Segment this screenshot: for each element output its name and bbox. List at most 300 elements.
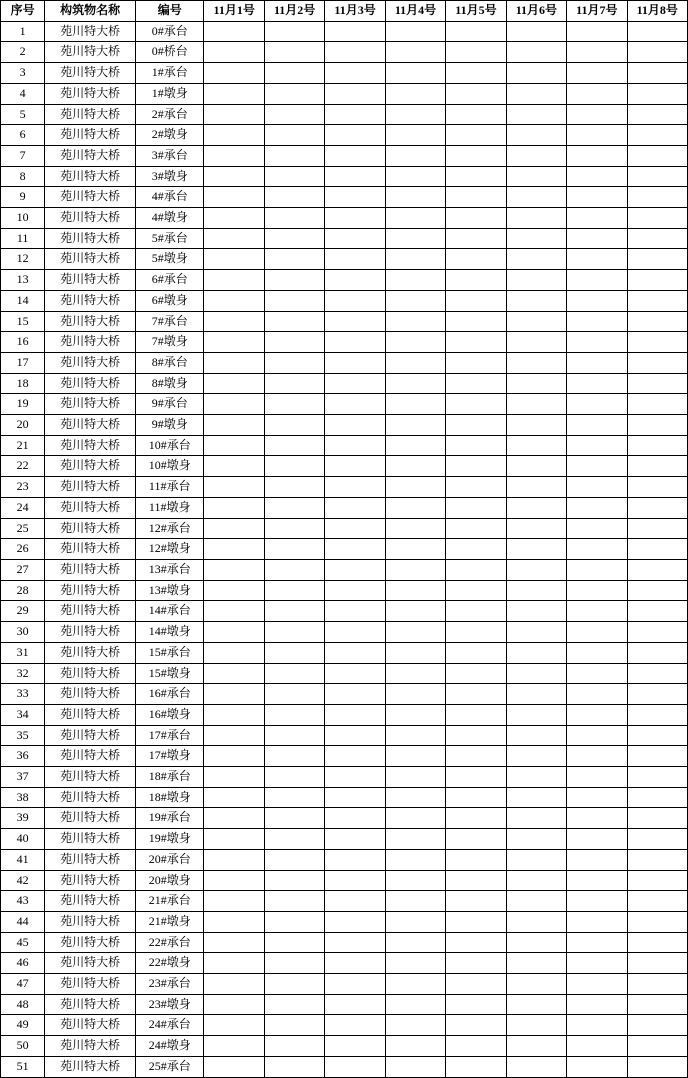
cell-seq[interactable]: 51 <box>1 1056 45 1077</box>
cell-date-4[interactable] <box>385 228 445 249</box>
cell-date-1[interactable] <box>204 83 264 104</box>
cell-code[interactable]: 11#承台 <box>135 477 203 498</box>
cell-date-5[interactable] <box>446 1056 506 1077</box>
cell-date-7[interactable] <box>567 145 627 166</box>
cell-date-5[interactable] <box>446 704 506 725</box>
cell-seq[interactable]: 35 <box>1 725 45 746</box>
cell-date-5[interactable] <box>446 394 506 415</box>
cell-date-2[interactable] <box>264 746 324 767</box>
cell-structure-name[interactable]: 苑川特大桥 <box>45 166 136 187</box>
cell-date-5[interactable] <box>446 415 506 436</box>
cell-date-5[interactable] <box>446 891 506 912</box>
cell-structure-name[interactable]: 苑川特大桥 <box>45 1056 136 1077</box>
cell-code[interactable]: 16#墩身 <box>135 704 203 725</box>
cell-date-5[interactable] <box>446 42 506 63</box>
cell-date-6[interactable] <box>506 311 566 332</box>
cell-code[interactable]: 5#承台 <box>135 228 203 249</box>
cell-date-3[interactable] <box>325 456 385 477</box>
cell-date-6[interactable] <box>506 456 566 477</box>
cell-date-6[interactable] <box>506 808 566 829</box>
cell-date-8[interactable] <box>627 249 687 270</box>
cell-date-8[interactable] <box>627 642 687 663</box>
cell-structure-name[interactable]: 苑川特大桥 <box>45 704 136 725</box>
cell-code[interactable]: 6#墩身 <box>135 290 203 311</box>
cell-date-5[interactable] <box>446 332 506 353</box>
cell-date-1[interactable] <box>204 539 264 560</box>
cell-structure-name[interactable]: 苑川特大桥 <box>45 332 136 353</box>
cell-date-1[interactable] <box>204 456 264 477</box>
cell-date-6[interactable] <box>506 497 566 518</box>
cell-date-8[interactable] <box>627 270 687 291</box>
cell-date-8[interactable] <box>627 394 687 415</box>
cell-date-5[interactable] <box>446 63 506 84</box>
cell-date-5[interactable] <box>446 228 506 249</box>
cell-date-6[interactable] <box>506 415 566 436</box>
cell-date-4[interactable] <box>385 725 445 746</box>
cell-date-7[interactable] <box>567 1036 627 1057</box>
cell-date-1[interactable] <box>204 932 264 953</box>
cell-date-6[interactable] <box>506 518 566 539</box>
cell-date-8[interactable] <box>627 187 687 208</box>
cell-date-3[interactable] <box>325 911 385 932</box>
cell-code[interactable]: 17#墩身 <box>135 746 203 767</box>
cell-date-3[interactable] <box>325 311 385 332</box>
cell-date-7[interactable] <box>567 787 627 808</box>
cell-date-4[interactable] <box>385 63 445 84</box>
cell-seq[interactable]: 25 <box>1 518 45 539</box>
cell-date-2[interactable] <box>264 125 324 146</box>
cell-date-4[interactable] <box>385 684 445 705</box>
cell-seq[interactable]: 24 <box>1 497 45 518</box>
cell-date-2[interactable] <box>264 249 324 270</box>
cell-date-5[interactable] <box>446 249 506 270</box>
cell-date-7[interactable] <box>567 746 627 767</box>
cell-date-5[interactable] <box>446 456 506 477</box>
cell-structure-name[interactable]: 苑川特大桥 <box>45 622 136 643</box>
cell-date-3[interactable] <box>325 601 385 622</box>
cell-date-3[interactable] <box>325 870 385 891</box>
cell-date-8[interactable] <box>627 166 687 187</box>
cell-date-6[interactable] <box>506 787 566 808</box>
cell-code[interactable]: 10#墩身 <box>135 456 203 477</box>
cell-date-1[interactable] <box>204 145 264 166</box>
cell-structure-name[interactable]: 苑川特大桥 <box>45 187 136 208</box>
cell-date-6[interactable] <box>506 684 566 705</box>
cell-date-3[interactable] <box>325 1056 385 1077</box>
cell-date-6[interactable] <box>506 725 566 746</box>
cell-date-5[interactable] <box>446 539 506 560</box>
cell-structure-name[interactable]: 苑川特大桥 <box>45 249 136 270</box>
cell-seq[interactable]: 41 <box>1 849 45 870</box>
cell-date-3[interactable] <box>325 518 385 539</box>
cell-date-5[interactable] <box>446 559 506 580</box>
cell-date-8[interactable] <box>627 932 687 953</box>
cell-date-6[interactable] <box>506 870 566 891</box>
cell-date-2[interactable] <box>264 1056 324 1077</box>
cell-seq[interactable]: 6 <box>1 125 45 146</box>
cell-date-1[interactable] <box>204 518 264 539</box>
cell-date-2[interactable] <box>264 352 324 373</box>
cell-date-5[interactable] <box>446 270 506 291</box>
cell-date-4[interactable] <box>385 601 445 622</box>
cell-date-7[interactable] <box>567 932 627 953</box>
cell-seq[interactable]: 22 <box>1 456 45 477</box>
cell-structure-name[interactable]: 苑川特大桥 <box>45 352 136 373</box>
cell-date-5[interactable] <box>446 849 506 870</box>
cell-date-7[interactable] <box>567 394 627 415</box>
cell-date-8[interactable] <box>627 994 687 1015</box>
cell-date-7[interactable] <box>567 539 627 560</box>
cell-date-4[interactable] <box>385 208 445 229</box>
cell-date-7[interactable] <box>567 228 627 249</box>
cell-date-3[interactable] <box>325 187 385 208</box>
cell-date-5[interactable] <box>446 125 506 146</box>
cell-seq[interactable]: 3 <box>1 63 45 84</box>
cell-date-2[interactable] <box>264 332 324 353</box>
cell-date-6[interactable] <box>506 104 566 125</box>
cell-date-4[interactable] <box>385 477 445 498</box>
cell-date-1[interactable] <box>204 704 264 725</box>
cell-date-5[interactable] <box>446 767 506 788</box>
cell-date-6[interactable] <box>506 829 566 850</box>
cell-date-8[interactable] <box>627 601 687 622</box>
cell-date-1[interactable] <box>204 974 264 995</box>
cell-date-6[interactable] <box>506 83 566 104</box>
cell-code[interactable]: 1#承台 <box>135 63 203 84</box>
cell-date-1[interactable] <box>204 1015 264 1036</box>
cell-date-7[interactable] <box>567 704 627 725</box>
cell-date-4[interactable] <box>385 290 445 311</box>
cell-date-1[interactable] <box>204 311 264 332</box>
cell-date-4[interactable] <box>385 994 445 1015</box>
cell-date-1[interactable] <box>204 477 264 498</box>
cell-date-4[interactable] <box>385 767 445 788</box>
cell-structure-name[interactable]: 苑川特大桥 <box>45 394 136 415</box>
cell-date-2[interactable] <box>264 829 324 850</box>
cell-date-8[interactable] <box>627 104 687 125</box>
cell-date-7[interactable] <box>567 435 627 456</box>
cell-seq[interactable]: 45 <box>1 932 45 953</box>
cell-date-5[interactable] <box>446 145 506 166</box>
cell-date-6[interactable] <box>506 290 566 311</box>
cell-seq[interactable]: 31 <box>1 642 45 663</box>
cell-date-5[interactable] <box>446 166 506 187</box>
cell-date-5[interactable] <box>446 518 506 539</box>
cell-code[interactable]: 21#墩身 <box>135 911 203 932</box>
cell-date-8[interactable] <box>627 849 687 870</box>
cell-date-5[interactable] <box>446 104 506 125</box>
cell-date-3[interactable] <box>325 249 385 270</box>
cell-date-7[interactable] <box>567 559 627 580</box>
cell-date-3[interactable] <box>325 332 385 353</box>
cell-date-1[interactable] <box>204 228 264 249</box>
cell-date-1[interactable] <box>204 270 264 291</box>
cell-code[interactable]: 19#墩身 <box>135 829 203 850</box>
cell-date-3[interactable] <box>325 953 385 974</box>
cell-date-7[interactable] <box>567 270 627 291</box>
cell-date-2[interactable] <box>264 663 324 684</box>
cell-date-3[interactable] <box>325 932 385 953</box>
cell-date-6[interactable] <box>506 1056 566 1077</box>
cell-date-6[interactable] <box>506 891 566 912</box>
cell-date-3[interactable] <box>325 104 385 125</box>
cell-date-7[interactable] <box>567 870 627 891</box>
cell-seq[interactable]: 26 <box>1 539 45 560</box>
cell-date-1[interactable] <box>204 332 264 353</box>
cell-code[interactable]: 5#墩身 <box>135 249 203 270</box>
cell-seq[interactable]: 18 <box>1 373 45 394</box>
cell-seq[interactable]: 37 <box>1 767 45 788</box>
cell-date-1[interactable] <box>204 849 264 870</box>
cell-seq[interactable]: 21 <box>1 435 45 456</box>
cell-structure-name[interactable]: 苑川特大桥 <box>45 63 136 84</box>
cell-date-5[interactable] <box>446 373 506 394</box>
cell-date-3[interactable] <box>325 725 385 746</box>
cell-date-8[interactable] <box>627 559 687 580</box>
cell-seq[interactable]: 20 <box>1 415 45 436</box>
cell-seq[interactable]: 19 <box>1 394 45 415</box>
cell-date-4[interactable] <box>385 746 445 767</box>
cell-structure-name[interactable]: 苑川特大桥 <box>45 725 136 746</box>
cell-code[interactable]: 4#承台 <box>135 187 203 208</box>
cell-date-1[interactable] <box>204 166 264 187</box>
cell-date-6[interactable] <box>506 746 566 767</box>
cell-date-8[interactable] <box>627 83 687 104</box>
cell-date-7[interactable] <box>567 1056 627 1077</box>
cell-date-6[interactable] <box>506 394 566 415</box>
cell-date-4[interactable] <box>385 456 445 477</box>
cell-date-1[interactable] <box>204 746 264 767</box>
cell-date-2[interactable] <box>264 891 324 912</box>
cell-date-3[interactable] <box>325 83 385 104</box>
cell-date-8[interactable] <box>627 373 687 394</box>
cell-date-3[interactable] <box>325 270 385 291</box>
cell-date-2[interactable] <box>264 953 324 974</box>
cell-structure-name[interactable]: 苑川特大桥 <box>45 104 136 125</box>
cell-code[interactable]: 12#墩身 <box>135 539 203 560</box>
cell-date-2[interactable] <box>264 518 324 539</box>
cell-structure-name[interactable]: 苑川特大桥 <box>45 42 136 63</box>
cell-date-3[interactable] <box>325 42 385 63</box>
cell-date-2[interactable] <box>264 932 324 953</box>
cell-structure-name[interactable]: 苑川特大桥 <box>45 767 136 788</box>
cell-date-3[interactable] <box>325 746 385 767</box>
cell-date-3[interactable] <box>325 166 385 187</box>
cell-date-1[interactable] <box>204 808 264 829</box>
cell-date-6[interactable] <box>506 622 566 643</box>
cell-date-8[interactable] <box>627 891 687 912</box>
cell-structure-name[interactable]: 苑川特大桥 <box>45 932 136 953</box>
cell-date-3[interactable] <box>325 704 385 725</box>
cell-date-5[interactable] <box>446 435 506 456</box>
cell-date-8[interactable] <box>627 974 687 995</box>
cell-date-8[interactable] <box>627 352 687 373</box>
cell-date-6[interactable] <box>506 767 566 788</box>
cell-date-2[interactable] <box>264 622 324 643</box>
cell-structure-name[interactable]: 苑川特大桥 <box>45 808 136 829</box>
cell-seq[interactable]: 49 <box>1 1015 45 1036</box>
cell-structure-name[interactable]: 苑川特大桥 <box>45 994 136 1015</box>
cell-date-7[interactable] <box>567 829 627 850</box>
cell-code[interactable]: 7#墩身 <box>135 332 203 353</box>
cell-date-2[interactable] <box>264 373 324 394</box>
cell-date-8[interactable] <box>627 435 687 456</box>
cell-date-1[interactable] <box>204 1036 264 1057</box>
cell-date-8[interactable] <box>627 539 687 560</box>
cell-code[interactable]: 7#承台 <box>135 311 203 332</box>
cell-date-3[interactable] <box>325 684 385 705</box>
cell-structure-name[interactable]: 苑川特大桥 <box>45 290 136 311</box>
cell-structure-name[interactable]: 苑川特大桥 <box>45 456 136 477</box>
cell-date-4[interactable] <box>385 974 445 995</box>
cell-date-3[interactable] <box>325 580 385 601</box>
cell-date-2[interactable] <box>264 456 324 477</box>
cell-date-3[interactable] <box>325 125 385 146</box>
cell-date-7[interactable] <box>567 21 627 42</box>
cell-date-1[interactable] <box>204 994 264 1015</box>
cell-seq[interactable]: 23 <box>1 477 45 498</box>
cell-code[interactable]: 22#承台 <box>135 932 203 953</box>
cell-structure-name[interactable]: 苑川特大桥 <box>45 580 136 601</box>
cell-code[interactable]: 0#承台 <box>135 21 203 42</box>
cell-date-2[interactable] <box>264 187 324 208</box>
cell-date-3[interactable] <box>325 767 385 788</box>
cell-code[interactable]: 12#承台 <box>135 518 203 539</box>
cell-date-8[interactable] <box>627 497 687 518</box>
cell-seq[interactable]: 10 <box>1 208 45 229</box>
cell-seq[interactable]: 48 <box>1 994 45 1015</box>
cell-date-3[interactable] <box>325 415 385 436</box>
cell-date-7[interactable] <box>567 601 627 622</box>
cell-date-7[interactable] <box>567 1015 627 1036</box>
cell-structure-name[interactable]: 苑川特大桥 <box>45 373 136 394</box>
cell-date-3[interactable] <box>325 622 385 643</box>
cell-date-5[interactable] <box>446 870 506 891</box>
cell-date-4[interactable] <box>385 104 445 125</box>
cell-date-1[interactable] <box>204 622 264 643</box>
cell-date-1[interactable] <box>204 725 264 746</box>
cell-date-7[interactable] <box>567 684 627 705</box>
cell-date-3[interactable] <box>325 891 385 912</box>
cell-code[interactable]: 2#墩身 <box>135 125 203 146</box>
cell-date-3[interactable] <box>325 1015 385 1036</box>
cell-date-8[interactable] <box>627 63 687 84</box>
cell-code[interactable]: 18#墩身 <box>135 787 203 808</box>
cell-date-4[interactable] <box>385 580 445 601</box>
cell-date-1[interactable] <box>204 787 264 808</box>
cell-date-3[interactable] <box>325 642 385 663</box>
cell-date-6[interactable] <box>506 63 566 84</box>
cell-date-7[interactable] <box>567 663 627 684</box>
cell-date-7[interactable] <box>567 63 627 84</box>
cell-date-6[interactable] <box>506 352 566 373</box>
cell-date-2[interactable] <box>264 415 324 436</box>
cell-date-7[interactable] <box>567 725 627 746</box>
cell-date-7[interactable] <box>567 311 627 332</box>
cell-date-5[interactable] <box>446 187 506 208</box>
cell-date-1[interactable] <box>204 435 264 456</box>
cell-date-3[interactable] <box>325 497 385 518</box>
cell-date-2[interactable] <box>264 974 324 995</box>
cell-date-2[interactable] <box>264 228 324 249</box>
cell-code[interactable]: 19#承台 <box>135 808 203 829</box>
cell-date-4[interactable] <box>385 83 445 104</box>
cell-date-4[interactable] <box>385 270 445 291</box>
cell-structure-name[interactable]: 苑川特大桥 <box>45 228 136 249</box>
cell-date-3[interactable] <box>325 849 385 870</box>
cell-date-4[interactable] <box>385 394 445 415</box>
cell-structure-name[interactable]: 苑川特大桥 <box>45 539 136 560</box>
cell-code[interactable]: 24#墩身 <box>135 1036 203 1057</box>
cell-date-8[interactable] <box>627 622 687 643</box>
cell-date-6[interactable] <box>506 663 566 684</box>
cell-date-5[interactable] <box>446 642 506 663</box>
cell-date-2[interactable] <box>264 601 324 622</box>
cell-structure-name[interactable]: 苑川特大桥 <box>45 849 136 870</box>
cell-date-4[interactable] <box>385 249 445 270</box>
cell-date-1[interactable] <box>204 911 264 932</box>
cell-seq[interactable]: 46 <box>1 953 45 974</box>
cell-date-1[interactable] <box>204 642 264 663</box>
cell-date-8[interactable] <box>627 580 687 601</box>
cell-date-1[interactable] <box>204 249 264 270</box>
cell-seq[interactable]: 5 <box>1 104 45 125</box>
cell-date-6[interactable] <box>506 1015 566 1036</box>
cell-code[interactable]: 14#墩身 <box>135 622 203 643</box>
cell-date-5[interactable] <box>446 1015 506 1036</box>
cell-date-2[interactable] <box>264 1015 324 1036</box>
cell-date-7[interactable] <box>567 497 627 518</box>
cell-seq[interactable]: 32 <box>1 663 45 684</box>
cell-structure-name[interactable]: 苑川特大桥 <box>45 21 136 42</box>
cell-date-5[interactable] <box>446 953 506 974</box>
cell-date-8[interactable] <box>627 953 687 974</box>
cell-date-4[interactable] <box>385 311 445 332</box>
cell-date-7[interactable] <box>567 352 627 373</box>
cell-date-8[interactable] <box>627 518 687 539</box>
cell-seq[interactable]: 15 <box>1 311 45 332</box>
cell-date-4[interactable] <box>385 870 445 891</box>
cell-date-1[interactable] <box>204 497 264 518</box>
cell-date-6[interactable] <box>506 580 566 601</box>
cell-date-5[interactable] <box>446 311 506 332</box>
cell-date-4[interactable] <box>385 21 445 42</box>
cell-date-2[interactable] <box>264 684 324 705</box>
cell-date-1[interactable] <box>204 352 264 373</box>
cell-date-2[interactable] <box>264 394 324 415</box>
cell-code[interactable]: 17#承台 <box>135 725 203 746</box>
cell-date-4[interactable] <box>385 166 445 187</box>
cell-date-4[interactable] <box>385 704 445 725</box>
cell-structure-name[interactable]: 苑川特大桥 <box>45 1015 136 1036</box>
cell-date-2[interactable] <box>264 63 324 84</box>
cell-date-4[interactable] <box>385 953 445 974</box>
cell-seq[interactable]: 4 <box>1 83 45 104</box>
cell-date-1[interactable] <box>204 208 264 229</box>
cell-date-2[interactable] <box>264 21 324 42</box>
cell-date-2[interactable] <box>264 42 324 63</box>
cell-date-7[interactable] <box>567 622 627 643</box>
cell-date-8[interactable] <box>627 125 687 146</box>
cell-date-7[interactable] <box>567 994 627 1015</box>
cell-date-2[interactable] <box>264 870 324 891</box>
cell-date-8[interactable] <box>627 456 687 477</box>
cell-date-7[interactable] <box>567 290 627 311</box>
cell-code[interactable]: 20#承台 <box>135 849 203 870</box>
cell-date-6[interactable] <box>506 849 566 870</box>
cell-structure-name[interactable]: 苑川特大桥 <box>45 125 136 146</box>
cell-date-4[interactable] <box>385 373 445 394</box>
